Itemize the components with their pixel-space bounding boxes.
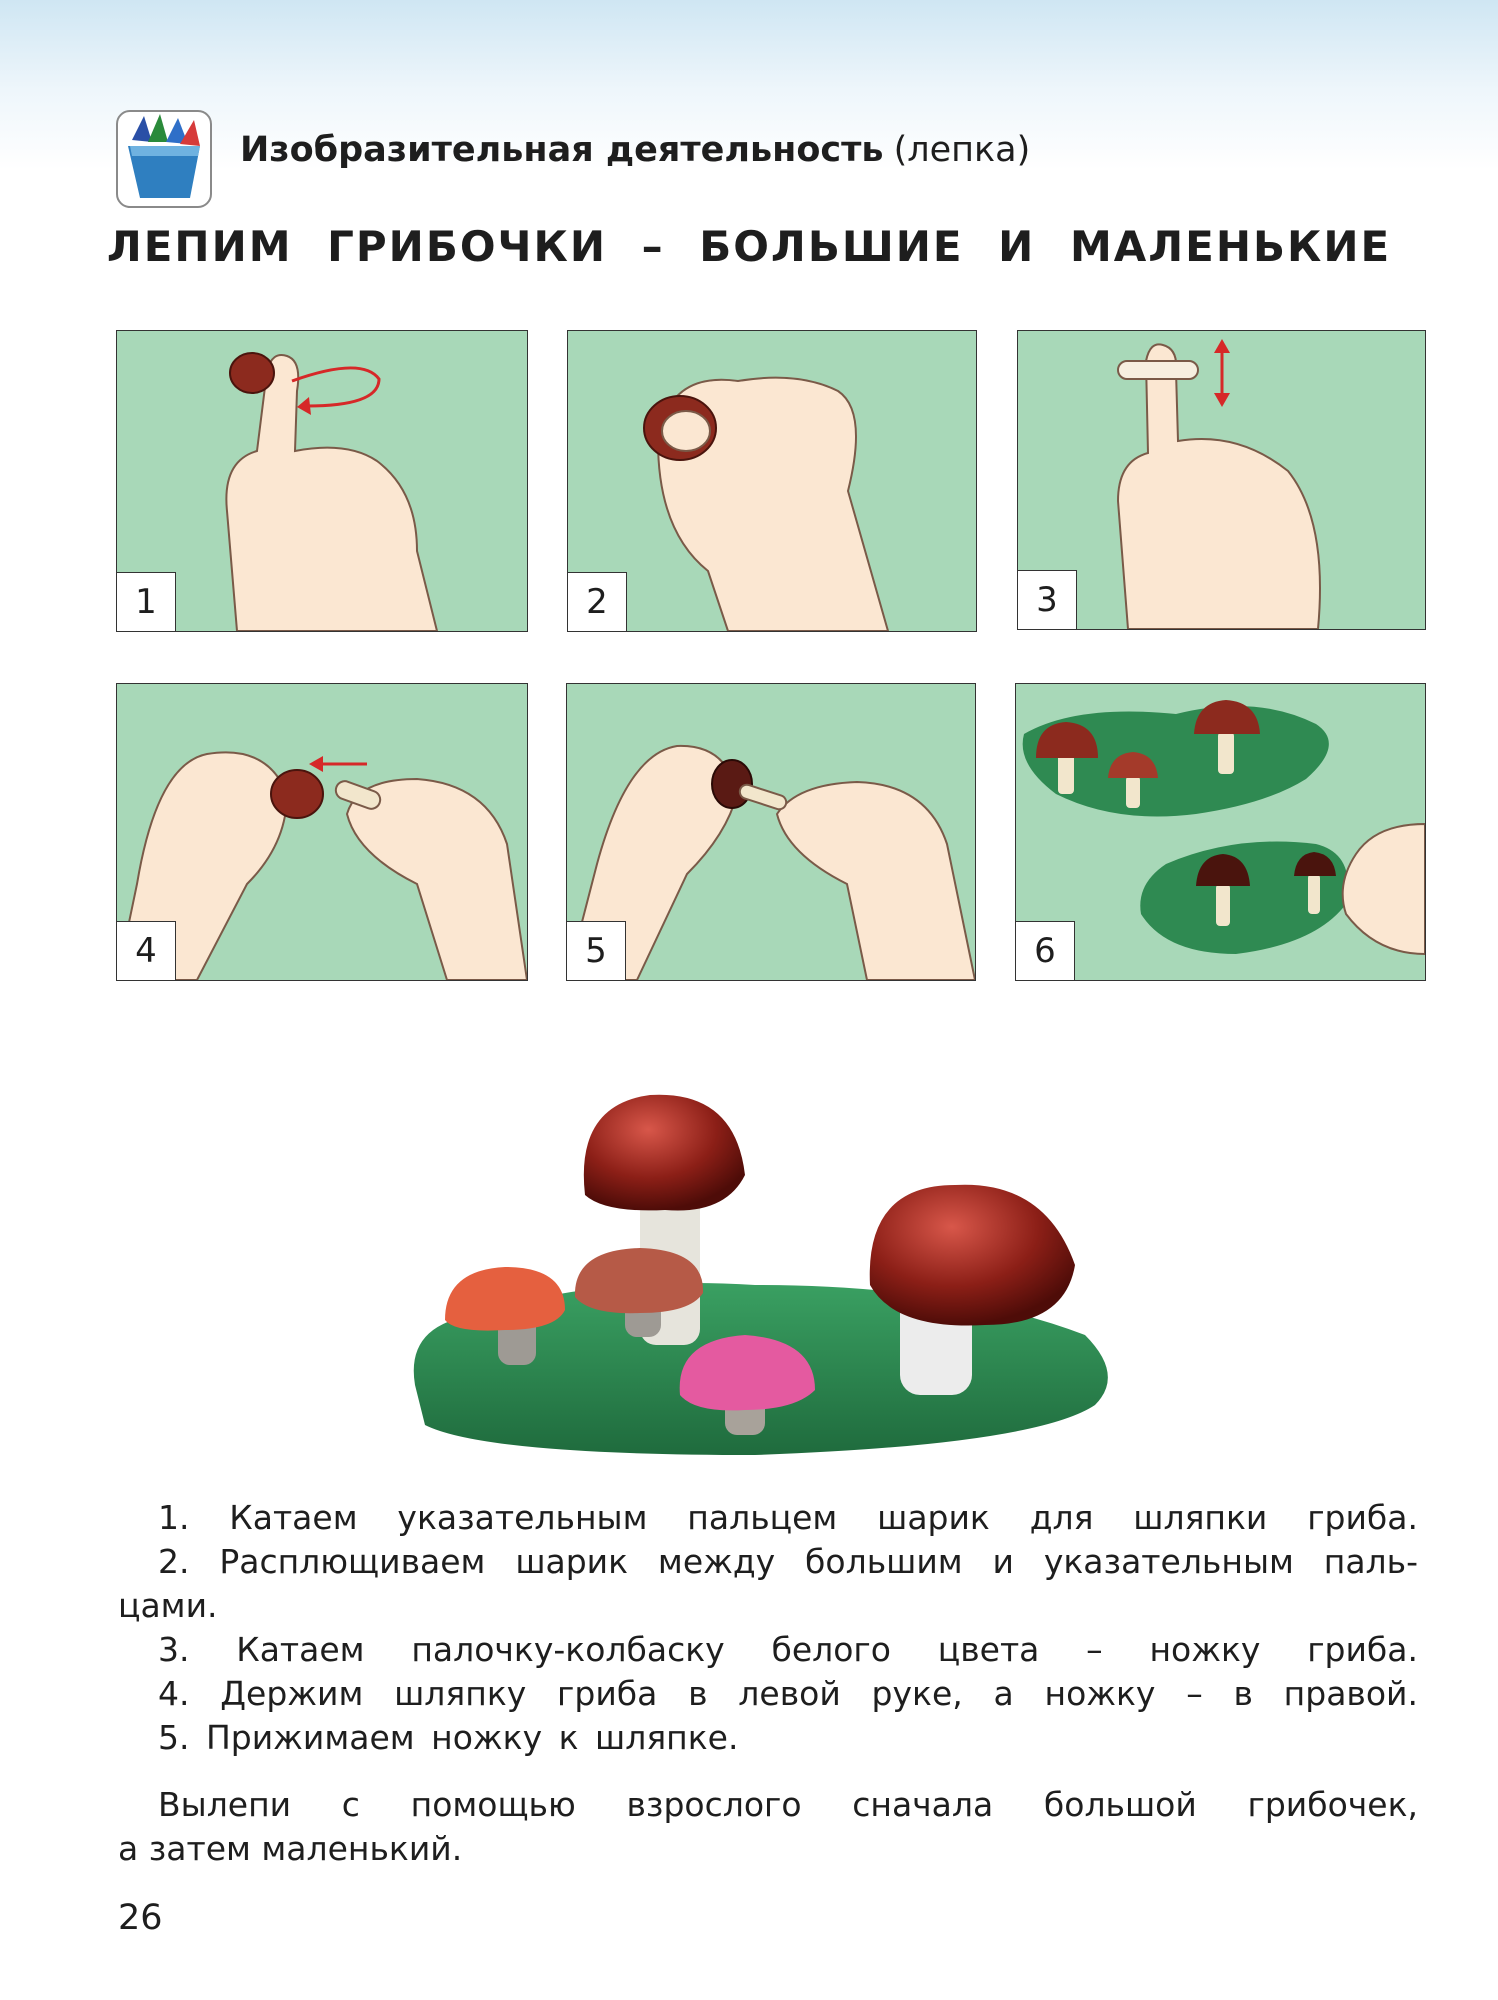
step-5-text: 5. Прижимаем ножку к шляпке.: [158, 1718, 739, 1757]
step-panel-1: [116, 330, 528, 632]
step-panel-5: [566, 683, 976, 981]
pinch-flatten-illustration: [568, 331, 976, 631]
panel-number: 1: [117, 572, 176, 631]
subject-note: (лепка): [893, 130, 1031, 170]
step-2-text: 2. Расплющиваем шарик между большим и указательным паль-: [158, 1542, 1418, 1581]
mushrooms-on-board-illustration: [1016, 684, 1425, 980]
panel-number: 3: [1018, 570, 1077, 629]
hold-cap-and-stem-illustration: [117, 684, 527, 980]
step-panel-3: [1017, 330, 1426, 630]
step-1-text: 1. Катаем указательным пальцем шарик для шляпки гриба.: [158, 1498, 1418, 1537]
subject-heading: [240, 130, 1030, 170]
press-stem-to-cap-illustration: [567, 684, 975, 980]
finger-rolling-stick-illustration: [1018, 331, 1425, 629]
subject-name: Изобразительная деятельность: [240, 130, 884, 170]
panel-number: 6: [1016, 921, 1075, 980]
steps-list: [118, 1496, 1418, 1760]
panel-number: 5: [567, 921, 626, 980]
plasticine-mushrooms-photo: [395, 1085, 1125, 1465]
page-number: 26: [118, 1898, 163, 1938]
step-2-text-continued: цами.: [118, 1586, 218, 1625]
step-panel-2: [567, 330, 977, 632]
finger-rolling-ball-illustration: [117, 331, 527, 631]
task-line-2: а затем маленький.: [118, 1829, 463, 1868]
pencil-cup-icon: [116, 110, 212, 208]
task-line-1: Вылепи с помощью взрослого сначала большой грибочек,: [158, 1785, 1418, 1824]
step-panel-4: [116, 683, 528, 981]
page-title: ЛЕПИМ ГРИБОЧКИ – БОЛЬШИЕ И МАЛЕНЬКИЕ: [106, 222, 1392, 271]
task-text: [118, 1783, 1418, 1871]
step-panel-6: [1015, 683, 1426, 981]
panel-number: 2: [568, 572, 627, 631]
step-4-text: 4. Держим шляпку гриба в левой руке, а ножку – в правой.: [158, 1674, 1418, 1713]
step-3-text: 3. Катаем палочку-колбаску белого цвета – ножку гриба.: [158, 1630, 1418, 1669]
panel-number: 4: [117, 921, 176, 980]
